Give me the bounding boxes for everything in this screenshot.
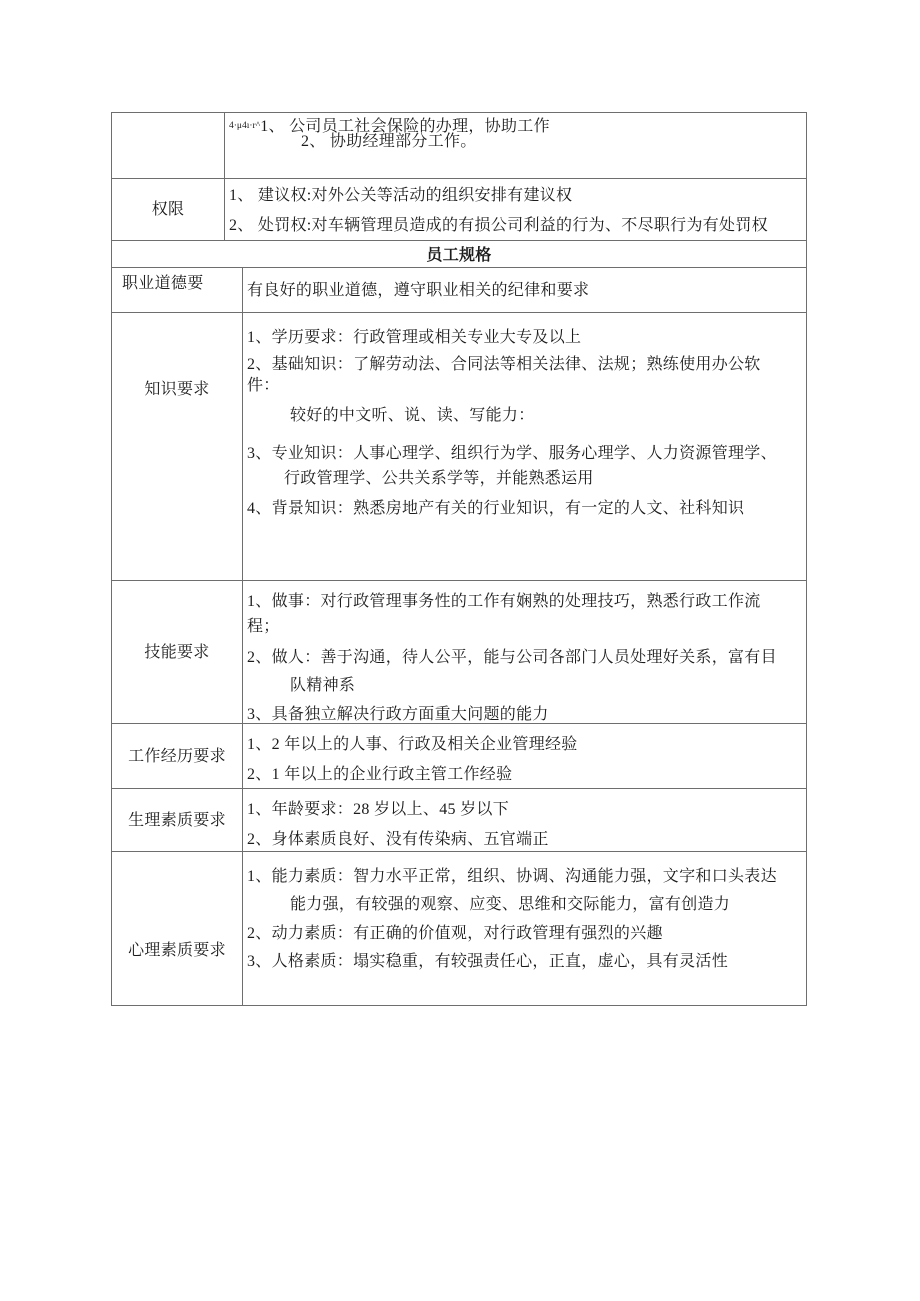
skills-line-2: 程； xyxy=(247,618,280,635)
duties-line-1-text: 1、 公司员工社会保险的办理，协助工作 xyxy=(260,118,550,135)
experience-line-2: 2、1 年以上的企业行政主管工作经验 xyxy=(247,766,513,783)
experience-line-1: 1、2 年以上的人事、行政及相关企业管理经验 xyxy=(247,736,578,753)
skills-content-cell xyxy=(243,581,806,723)
psychology-line-3: 2、动力素质：有正确的价值观，对行政管理有强烈的兴趣 xyxy=(247,925,663,942)
psychology-row-label: 心理素质要求 xyxy=(112,852,243,1005)
knowledge-row-label: 知识要求 xyxy=(112,313,243,580)
authority-item-1: 1、 建议权:对外公关等活动的组织安排有建议权 xyxy=(229,187,573,204)
skills-line-3: 2、做人：善于沟通，待人公平，能与公司各部门人员处理好关系，富有目 xyxy=(247,649,777,666)
knowledge-line-1: 1、学历要求：行政管理或相关专业大专及以上 xyxy=(247,329,582,346)
authority-content-cell xyxy=(225,179,806,240)
physique-row xyxy=(112,789,806,852)
psychology-line-4: 3、人格素质：塌实稳重，有较强责任心，正直，虚心，具有灵活性 xyxy=(247,953,729,970)
psychology-content-cell xyxy=(243,852,806,1005)
ethics-content-cell xyxy=(243,268,806,312)
section-header-title: 员工规格 xyxy=(426,247,492,264)
ethics-content-text: 有良好的职业道德，遵守职业相关的纪律和要求 xyxy=(247,281,590,299)
skills-row xyxy=(112,581,806,724)
skills-line-4: 队精神系 xyxy=(290,677,356,694)
duties-row-empty-label-cell xyxy=(112,113,225,178)
duties-content-cell xyxy=(225,113,806,178)
knowledge-line-3: 件： xyxy=(247,377,280,394)
skills-line-5: 3、具备独立解决行政方面重大问题的能力 xyxy=(247,706,549,723)
job-description-table xyxy=(111,112,807,1006)
psychology-line-1: 1、能力素质：智力水平正常，组织、协调、沟通能力强，文字和口头表达 xyxy=(247,868,777,885)
knowledge-line-4: 较好的中文听、说、读、写能力： xyxy=(290,407,535,424)
knowledge-line-5: 3、专业知识：人事心理学、组织行为学、服务心理学、人力资源管理学、 xyxy=(247,445,777,462)
skills-row-label: 技能要求 xyxy=(112,581,243,723)
authority-row-label: 权限 xyxy=(112,179,225,240)
knowledge-row xyxy=(112,313,806,581)
ethics-row-label: 职业道德要 xyxy=(112,268,243,312)
physique-line-1: 1、年龄要求：28 岁以上、45 岁以下 xyxy=(247,801,510,818)
authority-item-2: 2、 处罚权:对车辆管理员造成的有损公司利益的行为、不尽职行为有处罚权 xyxy=(229,217,768,234)
knowledge-line-2: 2、基础知识：了解劳动法、合同法等相关法律、法规；熟练使用办公软 xyxy=(247,356,761,373)
physique-line-2: 2、身体素质良好、没有传染病、五官端正 xyxy=(247,831,549,848)
knowledge-content-cell xyxy=(243,313,806,580)
knowledge-line-7: 4、背景知识：熟悉房地产有关的行业知识，有一定的人文、社科知识 xyxy=(247,500,745,517)
scan-artifact-text: 4·μ4ı·r^ xyxy=(229,121,261,131)
physique-content-cell xyxy=(243,789,806,851)
experience-row xyxy=(112,724,806,789)
experience-content-cell xyxy=(243,724,806,788)
experience-row-label: 工作经历要求 xyxy=(112,724,243,788)
ethics-row xyxy=(112,268,806,313)
section-header-row xyxy=(112,241,806,268)
physique-row-label: 生理素质要求 xyxy=(112,789,243,851)
knowledge-line-6: 行政管理学、公共关系学等，并能熟悉运用 xyxy=(284,470,594,487)
skills-line-1: 1、做事：对行政管理事务性的工作有娴熟的处理技巧，熟悉行政工作流 xyxy=(247,593,761,610)
duties-line-2: 2、 协助经理部分工作。 xyxy=(301,133,477,150)
duties-row xyxy=(112,113,806,179)
psychology-line-2: 能力强，有较强的观察、应变、思维和交际能力，富有创造力 xyxy=(290,896,731,913)
authority-row xyxy=(112,179,806,241)
psychology-row xyxy=(112,852,806,1005)
